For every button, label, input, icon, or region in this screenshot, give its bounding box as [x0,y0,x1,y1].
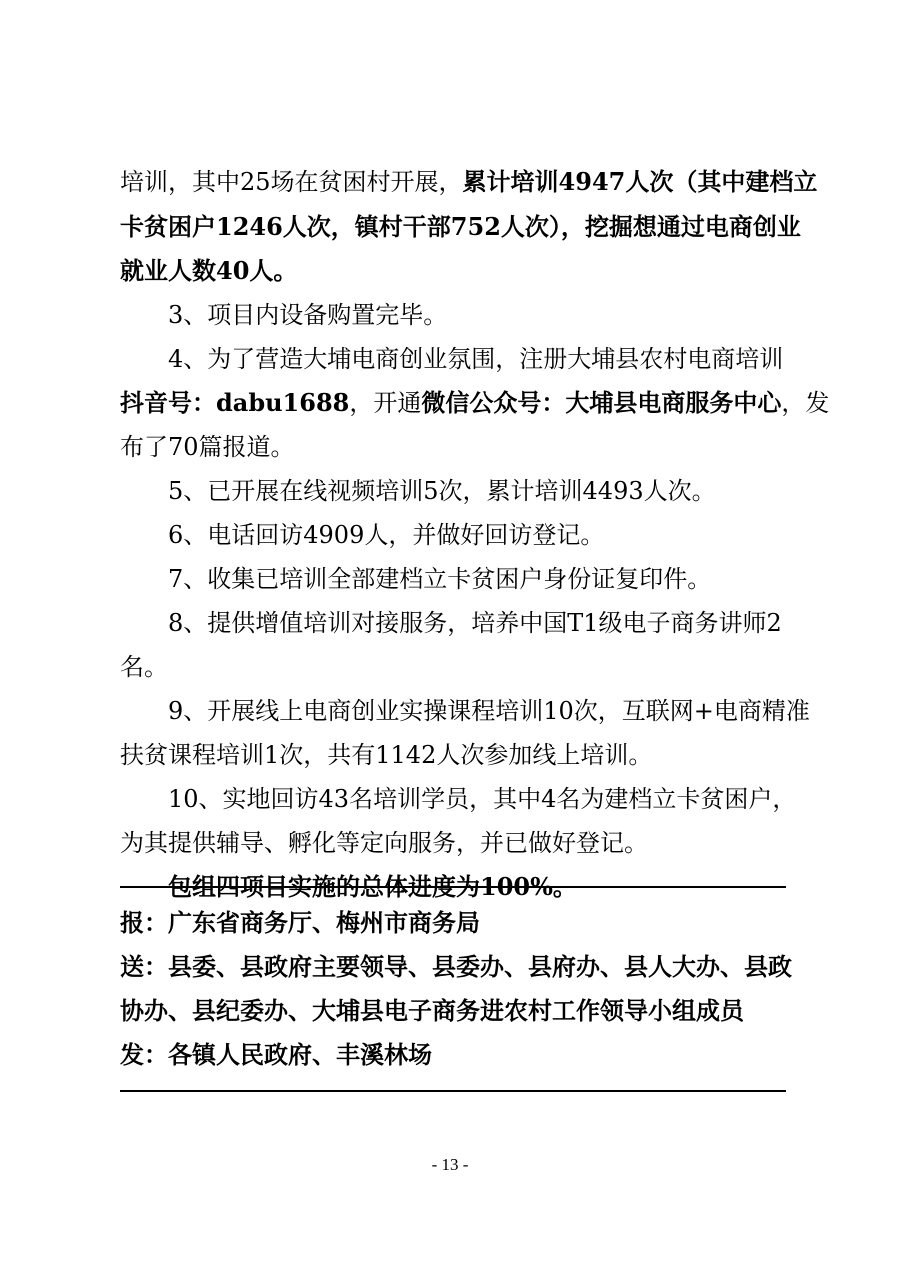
paragraph-7-line-2: 名。 [120,653,168,681]
paragraph-4: 5、已开展在线视频培训5次，累计培训4493人次。 [168,477,716,505]
paragraph-3-line-3: 布了70篇报道。 [120,433,295,461]
paragraph-1-line-1 [120,165,900,199]
bold-text-run: 累计培训4947人次（其中建档立 [462,167,818,196]
send-to-line-2: 协办、县纪委办、大埔县电子商务进农村工作领导小组成员 [120,996,744,1025]
bottom-divider [120,1090,786,1092]
paragraph-2: 3、项目内设备购置完毕。 [168,301,448,329]
top-divider [120,886,786,888]
paragraph-1-line-3: 就业人数40人。 [120,256,298,285]
page-number: - 13 - [431,1155,469,1174]
text-run: ，开通 [349,389,422,417]
text-run: ，发 [781,389,830,417]
paragraph-9-line-2: 为其提供辅导、孵化等定向服务，并已做好登记。 [120,829,648,857]
paragraph-8-line-2: 扶贫课程培训1次，共有1142人次参加线上培训。 [120,741,653,769]
paragraph-1-line-2: 卡贫困户1246人次，镇村干部752人次），挖掘想通过电商创业 [120,212,801,241]
send-to-line-1: 送：县委、县政府主要领导、县委办、县府办、县人大办、县政 [120,952,792,981]
paragraph-5: 6、电话回访4909人，并做好回访登记。 [168,521,605,549]
douyin-account: 抖音号：dabu1688 [120,388,350,417]
wechat-account: 微信公众号：大埔县电商服务中心 [421,388,782,417]
paragraph-7-line-1: 8、提供增值培训对接服务，培养中国T1级电子商务讲师2 [168,609,782,637]
summary-line: 包组四项目实施的总体进度为100%。 [168,872,577,901]
paragraph-6: 7、收集已培训全部建档立卡贫困户身份证复印件。 [168,565,712,593]
text-run: 培训，其中25场在贫困村开展， [120,168,463,196]
report-to-line: 报：广东省商务厅、梅州市商务局 [120,908,480,937]
paragraph-3-line-2 [120,386,900,420]
paragraph-9-line-1: 10、实地回访43名培训学员，其中4名为建档立卡贫困户， [168,785,797,813]
paragraph-8-line-1: 9、开展线上电商创业实操课程培训10次，互联网+电商精准 [168,697,810,725]
paragraph-3-line-1: 4、为了营造大埔电商创业氛围，注册大埔县农村电商培训 [168,345,784,373]
issue-to-line: 发：各镇人民政府、丰溪林场 [120,1040,432,1069]
